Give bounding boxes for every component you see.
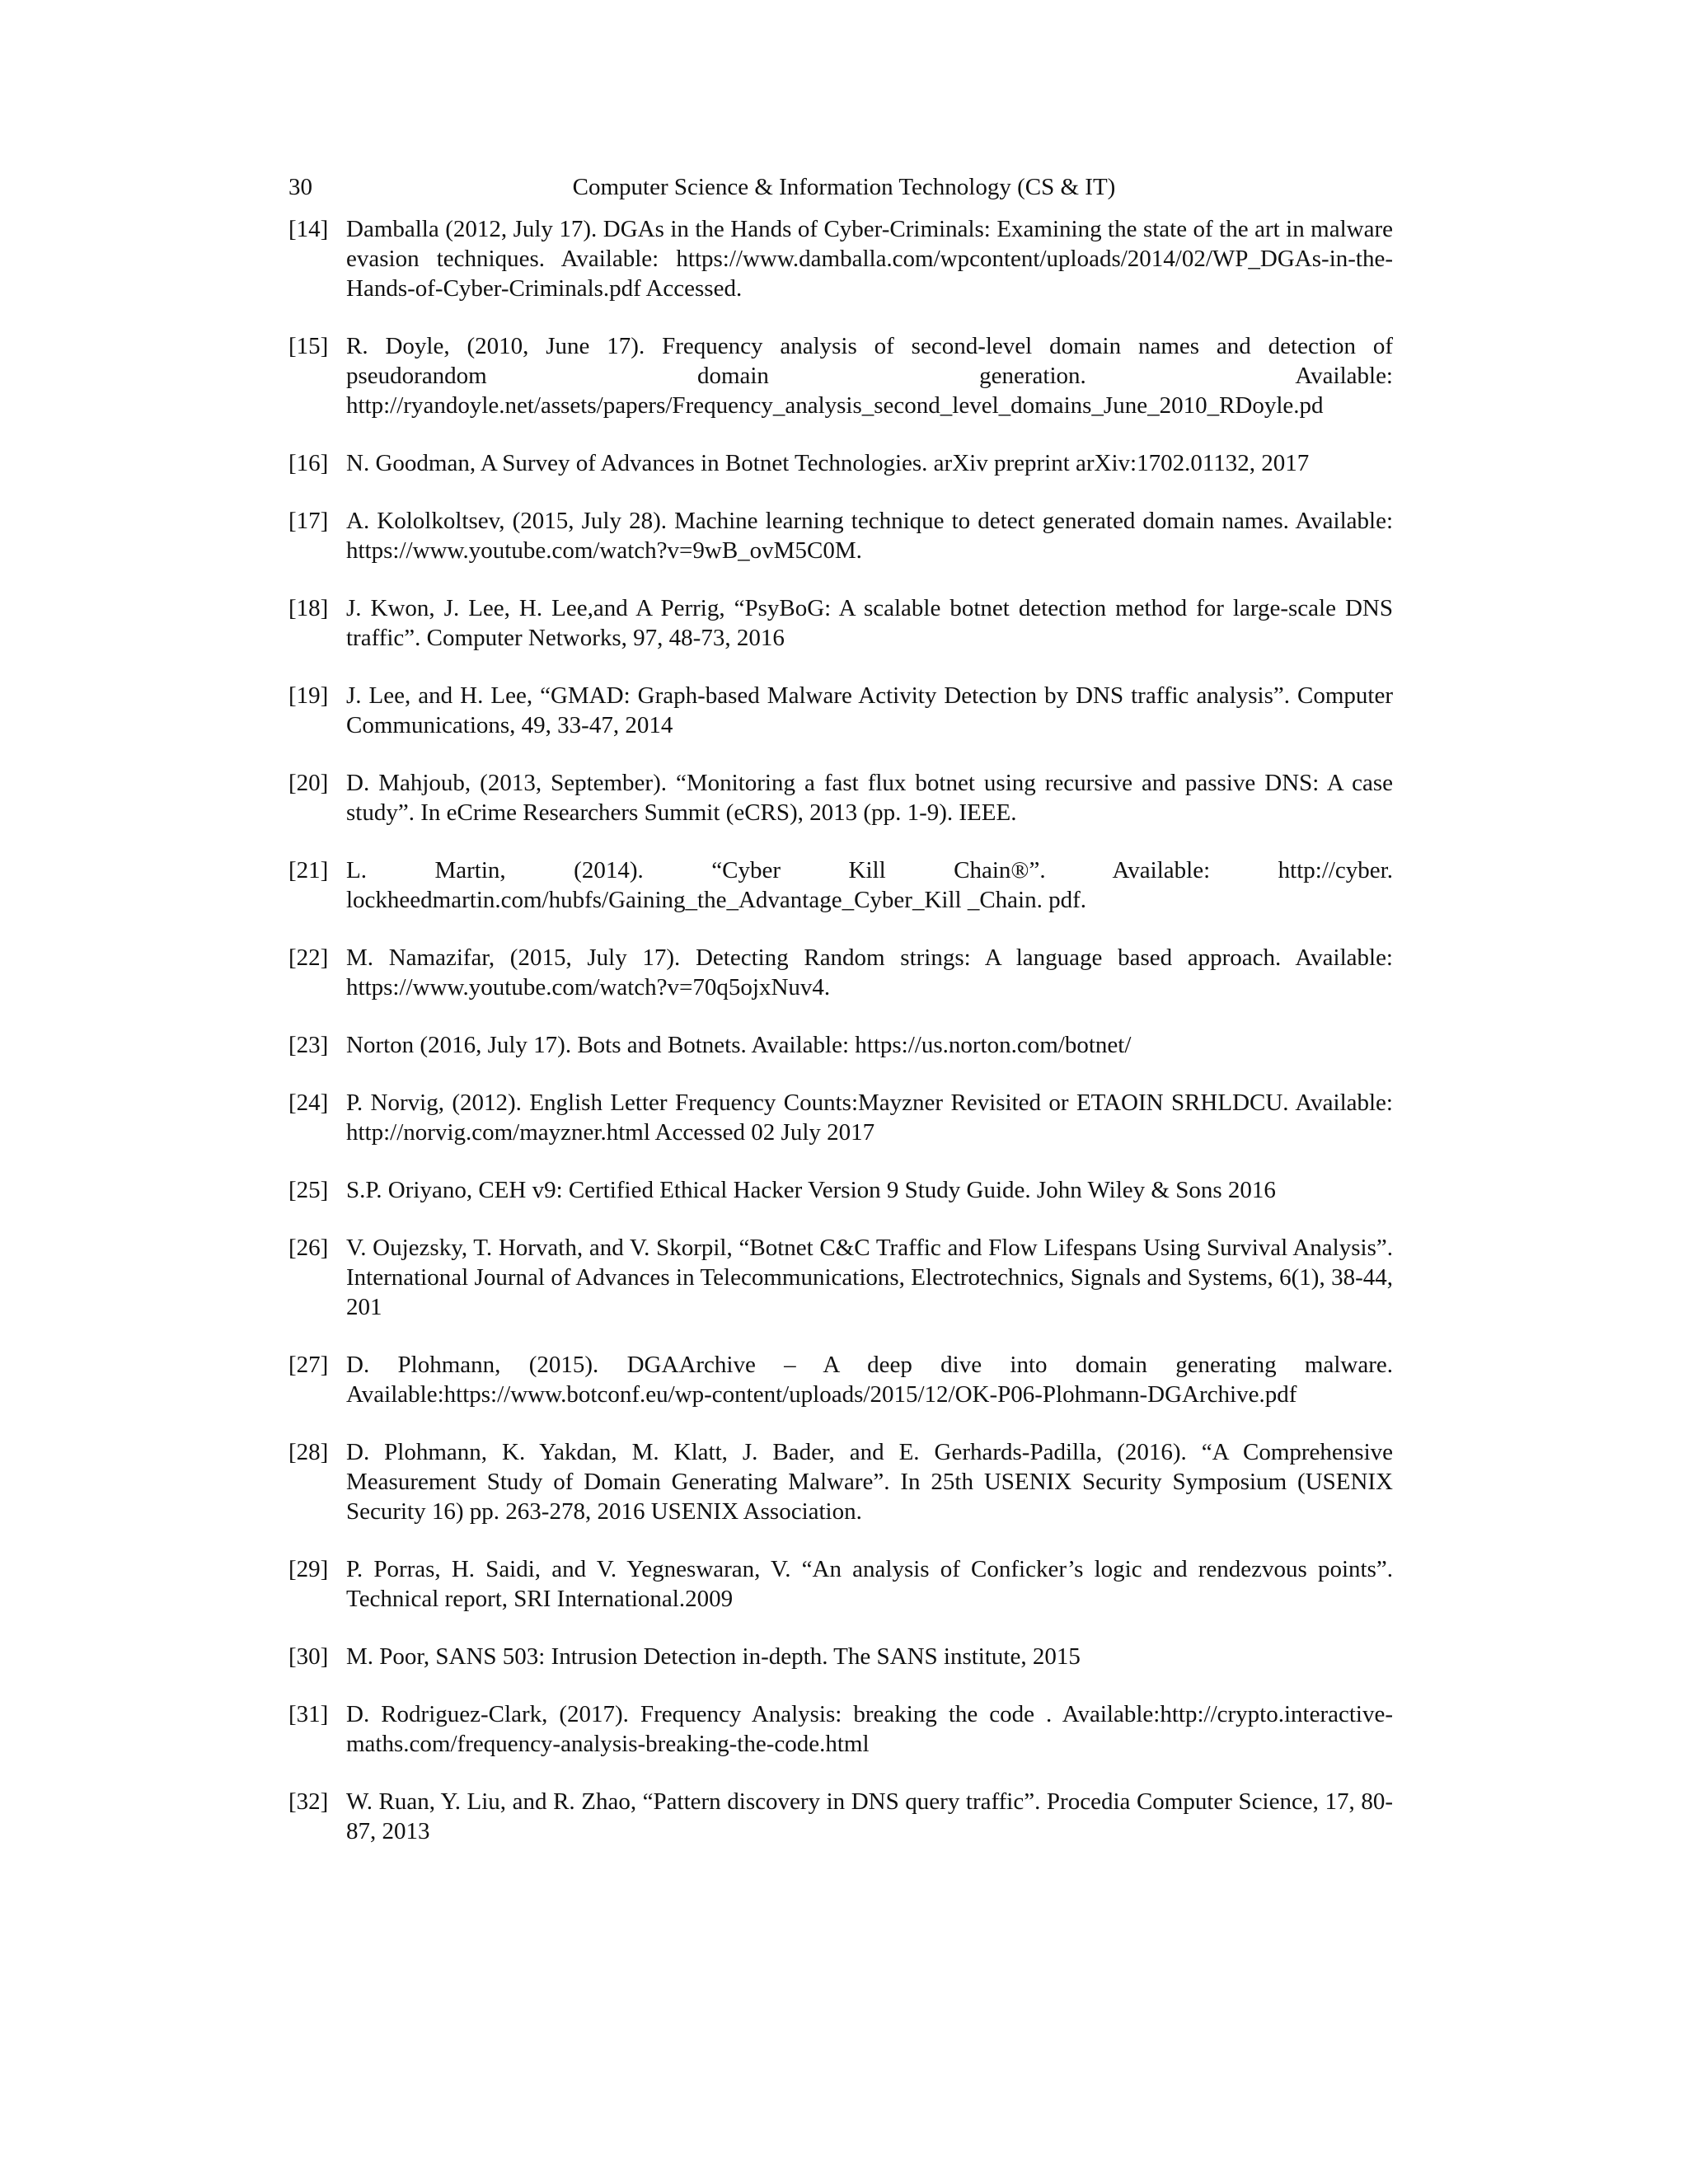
reference-text: Damballa (2012, July 17). DGAs in the Hands of Cyber-Criminals: Examining the state of the art in malware evasion techniques. Available: https://www.damballa.com/wpcontent/uploads/2014/02/WP_DGAs-in-the-Hands-of-Cyber-Criminals.pdf Accessed. (346, 216, 1393, 302)
page-number: 30 (288, 174, 312, 200)
reference-item (288, 1088, 1393, 1147)
reference-item (288, 1350, 1393, 1409)
reference-number: [22] (288, 944, 329, 971)
reference-text: P. Norvig, (2012). English Letter Frequency Counts:Mayzner Revisited or ETAOIN SRHLDCU. Available: http://norvig.com/mayzner.html Accessed 02 July 2017 (346, 1090, 1393, 1146)
reference-text: W. Ruan, Y. Liu, and R. Zhao, “Pattern discovery in DNS query traffic”. Procedia Computer Science, 17, 80-87, 2013 (346, 1788, 1393, 1844)
reference-number: [30] (288, 1643, 329, 1670)
reference-text: N. Goodman, A Survey of Advances in Botnet Technologies. arXiv preprint arXiv:1702.01132, 2017 (346, 450, 1310, 476)
reference-number: [26] (288, 1235, 329, 1261)
reference-item (288, 943, 1393, 1002)
reference-text: D. Plohmann, K. Yakdan, M. Klatt, J. Bader, and E. Gerhards-Padilla, (2016). “A Comprehensive Measurement Study of Domain Generating Malware”. In 25th USENIX Security Symposium (USENIX Security 16) pp. 263-278, 2016 USENIX Association. (346, 1439, 1393, 1525)
reference-item (288, 768, 1393, 827)
reference-number: [20] (288, 770, 329, 796)
reference-text: R. Doyle, (2010, June 17). Frequency analysis of second-level domain names and detection of pseudorandom domain generation. Available: http://ryandoyle.net/assets/papers/Frequency_analysis_second_level_domains_June_2010_RDoyle.pd (346, 333, 1393, 419)
reference-list (288, 214, 1393, 1874)
reference-number: [28] (288, 1439, 329, 1465)
reference-item (288, 331, 1393, 420)
reference-item (288, 1437, 1393, 1526)
reference-text: D. Mahjoub, (2013, September). “Monitoring a fast flux botnet using recursive and passive DNS: A case study”. In eCrime Researchers Summit (eCRS), 2013 (pp. 1-9). IEEE. (346, 770, 1393, 826)
reference-number: [14] (288, 216, 329, 242)
reference-number: [24] (288, 1090, 329, 1116)
reference-number: [23] (288, 1032, 329, 1058)
reference-number: [15] (288, 333, 329, 359)
reference-number: [16] (288, 450, 329, 476)
reference-text: V. Oujezsky, T. Horvath, and V. Skorpil, “Botnet C&C Traffic and Flow Lifespans Using Survival Analysis”. International Journal of Advances in Telecommunications, Electrotechnics, Signals and Systems, 6(1), 38-44, 201 (346, 1235, 1393, 1320)
reference-number: [29] (288, 1556, 329, 1582)
reference-text: Norton (2016, July 17). Bots and Botnets. Available: https://us.norton.com/botnet/ (346, 1032, 1132, 1058)
reference-text: M. Poor, SANS 503: Intrusion Detection in-depth. The SANS institute, 2015 (346, 1643, 1081, 1670)
reference-item (288, 593, 1393, 653)
reference-text: P. Porras, H. Saidi, and V. Yegneswaran, V. “An analysis of Conficker’s logic and rendezvous points”. Technical report, SRI International.2009 (346, 1556, 1393, 1612)
reference-number: [32] (288, 1788, 329, 1815)
running-title: Computer Science & Information Technology (CS & IT) (572, 174, 1116, 200)
reference-text: J. Lee, and H. Lee, “GMAD: Graph-based Malware Activity Detection by DNS traffic analysis”. Computer Communications, 49, 33-47, 2014 (346, 682, 1393, 738)
reference-number: [21] (288, 857, 329, 883)
reference-item (288, 1030, 1393, 1060)
reference-number: [27] (288, 1352, 329, 1378)
reference-text: M. Namazifar, (2015, July 17). Detecting Random strings: A language based approach. Available: https://www.youtube.com/watch?v=70q5ojxNuv4. (346, 944, 1393, 1001)
reference-item (288, 506, 1393, 565)
reference-text: A. Kololkoltsev, (2015, July 28). Machine learning technique to detect generated domain names. Available: https://www.youtube.com/watch?v=9wB_ovM5C0M. (346, 508, 1393, 564)
reference-item (288, 1699, 1393, 1759)
reference-text: J. Kwon, J. Lee, H. Lee,and A Perrig, “PsyBoG: A scalable botnet detection method for large-scale DNS traffic”. Computer Networks, 97, 48-73, 2016 (346, 595, 1393, 651)
reference-number: [17] (288, 508, 329, 534)
reference-text: D. Rodriguez-Clark, (2017). Frequency Analysis: breaking the code . Available:http://crypto.interactive-maths.com/frequency-analysis-breaking-the-code.html (346, 1701, 1393, 1757)
reference-number: [25] (288, 1177, 329, 1203)
reference-number: [18] (288, 595, 329, 621)
reference-item (288, 681, 1393, 740)
reference-text: S.P. Oriyano, CEH v9: Certified Ethical Hacker Version 9 Study Guide. John Wiley & Sons 2016 (346, 1177, 1276, 1203)
reference-item (288, 1233, 1393, 1322)
reference-text: L. Martin, (2014). “Cyber Kill Chain®”. Available: http://cyber. lockheedmartin.com/hubfs/Gaining_the_Advantage_Cyber_Kill _Chain. pdf. (346, 857, 1393, 913)
reference-item (288, 855, 1393, 915)
reference-text: D. Plohmann, (2015). DGAArchive – A deep dive into domain generating malware. Available:https://www.botconf.eu/wp-content/uploads/2015/12/OK-P06-Plohmann-DGArchive.pdf (346, 1352, 1393, 1408)
reference-number: [19] (288, 682, 329, 709)
page-header (288, 171, 1400, 204)
reference-number: [31] (288, 1701, 329, 1727)
reference-item (288, 448, 1393, 478)
reference-item (288, 1642, 1393, 1671)
reference-item (288, 1175, 1393, 1205)
reference-item (288, 1554, 1393, 1614)
reference-item (288, 1787, 1393, 1846)
reference-item (288, 214, 1393, 303)
